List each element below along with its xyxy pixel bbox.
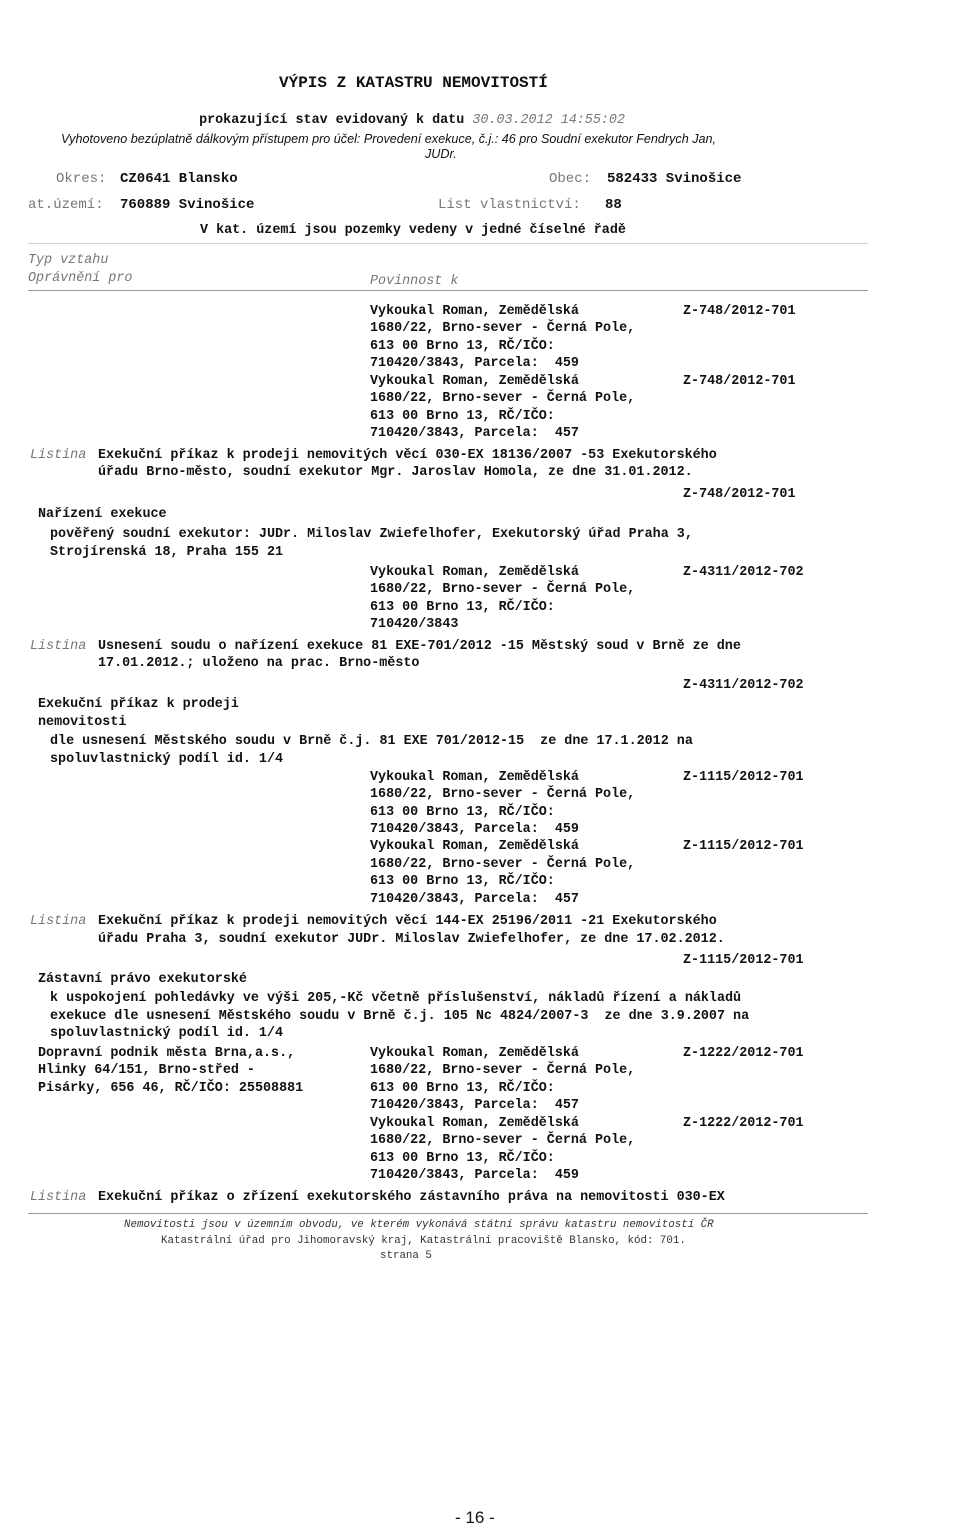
entry-type: nemovitosti — [38, 715, 127, 730]
creditor-line: Pisárky, 656 46, RČ/IČO: 25508881 — [38, 1081, 304, 1096]
listina-text: Exekuční příkaz k prodeji nemovitých věcí 144-EX 25196/2011 -21 Exekutorského — [98, 914, 717, 929]
obec-value: 582433 Svinošice — [607, 171, 742, 187]
entry-line: 1680/22, Brno-sever - Černá Pole, — [370, 1063, 636, 1078]
listina-text: úřadu Praha 3, soudní exekutor JUDr. Miloslav Zwiefelhofer, ze dne 17.02.2012. — [98, 932, 725, 947]
entry-line: 710420/3843, Parcela: 457 — [370, 892, 579, 907]
footer-rule — [28, 1213, 868, 1214]
okres-label: Okres: — [56, 171, 107, 187]
entry-line: Vykoukal Roman, Zemědělská — [370, 839, 579, 854]
footer-line1: Nemovitosti jsou v územním obvodu, ve kterém vykonává státní správu katastru nemovitostí ČR — [124, 1219, 714, 1231]
entry-line: k uspokojení pohledávky ve výši 205,-Kč včetně příslušenství, nákladů řízení a nákladů — [50, 991, 742, 1006]
okres-value: CZ0641 Blansko — [120, 171, 238, 187]
entry-line: pověřený soudní exekutor: JUDr. Miloslav Zwiefelhofer, Exekutorský úřad Praha 3, — [50, 527, 693, 542]
creditor-line: Dopravní podnik města Brna,a.s., — [38, 1046, 296, 1061]
entry-line: 710420/3843 — [370, 617, 459, 632]
entry-line: 613 00 Brno 13, RČ/IČO: — [370, 805, 555, 820]
entry-line: spoluvlastnický podíl id. 1/4 — [50, 752, 284, 767]
entry-line: 613 00 Brno 13, RČ/IČO: — [370, 874, 555, 889]
page-number: - 16 - — [455, 1508, 495, 1527]
entry-line: 710420/3843, Parcela: 459 — [370, 822, 579, 837]
entry-line: exekuce dle usnesení Městského soudu v Brně č.j. 105 Nc 4824/2007-3 ze dne 3.9.2007 na — [50, 1009, 750, 1024]
record-id: Z-748/2012-701 — [683, 487, 796, 502]
record-id: Z-4311/2012-702 — [683, 565, 804, 580]
entry-line: 1680/22, Brno-sever - Černá Pole, — [370, 582, 636, 597]
entry-line: 710420/3843, Parcela: 459 — [370, 1168, 579, 1183]
listina-text: úřadu Brno-město, soudní exekutor Mgr. Jaroslav Homola, ze dne 31.01.2012. — [98, 465, 693, 480]
header-rule — [28, 243, 868, 244]
entry-line: 1680/22, Brno-sever - Černá Pole, — [370, 391, 636, 406]
entry-line: 1680/22, Brno-sever - Černá Pole, — [370, 321, 636, 336]
record-id: Z-1222/2012-701 — [683, 1046, 804, 1061]
listina-text: Exekuční příkaz o zřízení exekutorského zástavního práva na nemovitosti 030-EX — [98, 1190, 725, 1205]
entry-line: 613 00 Brno 13, RČ/IČO: — [370, 600, 555, 615]
entry-type: Zástavní právo exekutorské — [38, 972, 247, 987]
entry-type: Exekuční příkaz k prodeji — [38, 697, 239, 712]
entry-line: 1680/22, Brno-sever - Černá Pole, — [370, 787, 636, 802]
column-header-rule — [28, 290, 868, 291]
page-subtitle — [183, 95, 625, 129]
entry-line: 1680/22, Brno-sever - Černá Pole, — [370, 857, 636, 872]
access-notice-line1: Vyhotoveno bezúplatně dálkovým přístupem pro účel: Provedení exekuce, č.j.: 46 pro Soudní exekutor Fendrych Jan, — [61, 132, 717, 146]
entry-line: Vykoukal Roman, Zemědělská — [370, 565, 579, 580]
entry-line: Vykoukal Roman, Zemědělská — [370, 304, 579, 319]
entry-type: Nařízení exekuce — [38, 507, 167, 522]
obec-label: Obec: — [549, 171, 592, 187]
numbering-note: V kat. území jsou pozemky vedeny v jedné číselné řadě — [200, 223, 626, 238]
record-id: Z-1115/2012-701 — [683, 953, 804, 968]
column-opravneni-pro: Oprávnění pro — [28, 271, 133, 286]
page-title: VÝPIS Z KATASTRU NEMOVITOSTÍ — [279, 74, 548, 92]
entry-line: Vykoukal Roman, Zemědělská — [370, 1116, 579, 1131]
entry-line: 613 00 Brno 13, RČ/IČO: — [370, 339, 555, 354]
entry-line: 613 00 Brno 13, RČ/IČO: — [370, 1151, 555, 1166]
record-id: Z-4311/2012-702 — [683, 678, 804, 693]
entry-line: spoluvlastnický podíl id. 1/4 — [50, 1026, 284, 1041]
entry-line: Vykoukal Roman, Zemědělská — [370, 770, 579, 785]
subtitle-date: 30.03.2012 14:55:02 — [472, 113, 625, 128]
record-id: Z-748/2012-701 — [683, 374, 796, 389]
record-id: Z-1222/2012-701 — [683, 1116, 804, 1131]
column-povinnost-k: Povinnost k — [370, 274, 459, 289]
footer-line3: strana 5 — [380, 1250, 432, 1262]
listina-label: Listina — [30, 448, 87, 463]
record-id: Z-1115/2012-701 — [683, 770, 804, 785]
entry-line: Vykoukal Roman, Zemědělská — [370, 1046, 579, 1061]
entry-line: dle usnesení Městského soudu v Brně č.j. 81 EXE 701/2012-15 ze dne 17.1.2012 na — [50, 734, 693, 749]
entry-line: Strojírenská 18, Praha 155 21 — [50, 545, 284, 560]
record-id: Z-748/2012-701 — [683, 304, 796, 319]
entry-line: 710420/3843, Parcela: 457 — [370, 426, 579, 441]
kat-uzemi-label: at.území: — [28, 197, 104, 213]
listina-text: Exekuční příkaz k prodeji nemovitých věcí 030-EX 18136/2007 -53 Exekutorského — [98, 448, 717, 463]
listina-text: 17.01.2012.; uloženo na prac. Brno-město — [98, 656, 420, 671]
lv-label: List vlastnictví: — [438, 197, 581, 213]
entry-line: 1680/22, Brno-sever - Černá Pole, — [370, 1133, 636, 1148]
entry-line: 710420/3843, Parcela: 459 — [370, 356, 579, 371]
creditor-line: Hlinky 64/151, Brno-střed - — [38, 1063, 255, 1078]
subtitle-prefix: prokazující stav evidovaný k datu — [199, 113, 465, 128]
listina-label: Listina — [30, 639, 87, 654]
listina-text: Usnesení soudu o nařízení exekuce 81 EXE-701/2012 -15 Městský soud v Brně ze dne — [98, 639, 741, 654]
column-typ-vztahu: Typ vztahu — [28, 253, 109, 268]
kat-uzemi-value: 760889 Svinošice — [120, 197, 255, 213]
record-id: Z-1115/2012-701 — [683, 839, 804, 854]
lv-value: 88 — [605, 197, 622, 213]
entry-line: 613 00 Brno 13, RČ/IČO: — [370, 409, 555, 424]
footer-line2: Katastrální úřad pro Jihomoravský kraj, Katastrální pracoviště Blansko, kód: 701. — [161, 1235, 686, 1247]
listina-label: Listina — [30, 914, 87, 929]
listina-label: Listina — [30, 1190, 87, 1205]
entry-line: 613 00 Brno 13, RČ/IČO: — [370, 1081, 555, 1096]
entry-line: 710420/3843, Parcela: 457 — [370, 1098, 579, 1113]
access-notice-line2: JUDr. — [425, 147, 457, 161]
entry-line: Vykoukal Roman, Zemědělská — [370, 374, 579, 389]
